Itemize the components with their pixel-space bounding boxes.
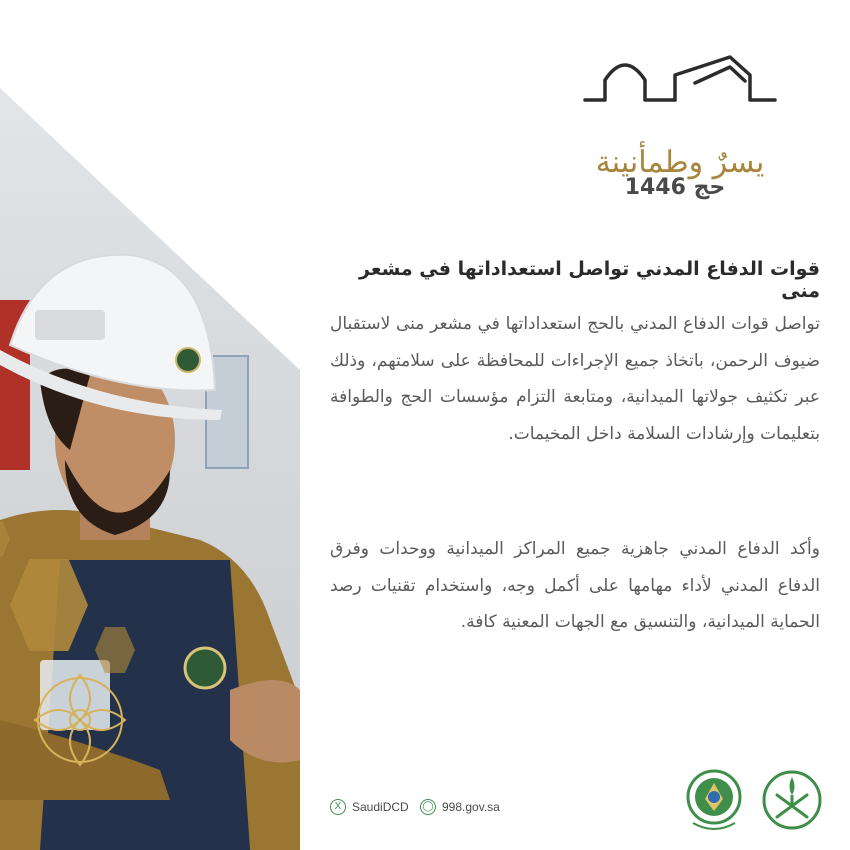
logo-slogan: يسرٌ وطمأنينة: [595, 145, 765, 180]
globe-icon: ◯: [420, 799, 436, 815]
hajj-logo-graphic: [580, 45, 780, 145]
x-account-link[interactable]: [330, 796, 409, 818]
ornament-icon: [25, 665, 135, 775]
website-url: 998.gov.sa: [442, 800, 500, 814]
x-handle: SaudiDCD: [352, 800, 409, 814]
article-paragraph: تواصل قوات الدفاع المدني بالحج استعداداتها في مشعر منى لاستقبال ضيوف الرحمن، باتخاذ جميع الإجراءات للمحافظة على سلامتهم، وذلك عبر تكثيف جولاتها الميدانية، ومتابعة التزام مؤسسات الحج والطوافة بتعليمات وإرشادات السلامة داخل المخيمات.: [330, 314, 820, 444]
x-logo-icon: X: [330, 799, 346, 815]
article-headline: قوات الدفاع المدني تواصل استعداداتها في مشعر منى: [359, 258, 820, 302]
article-paragraph: وأكد الدفاع المدني جاهزية جميع المراكز الميدانية ووحدات وفرق الدفاع المدني لأداء مهامها على أكمل وجه، واستخدام تقنيات رصد الحماية الميدانية، والتنسيق مع الجهات المعنية كافة.: [330, 539, 820, 632]
saudi-emblem: [761, 765, 823, 835]
hajj-year: حج 1446: [624, 175, 726, 200]
civil-defense-emblem: [683, 765, 745, 835]
website-link[interactable]: [420, 796, 500, 818]
